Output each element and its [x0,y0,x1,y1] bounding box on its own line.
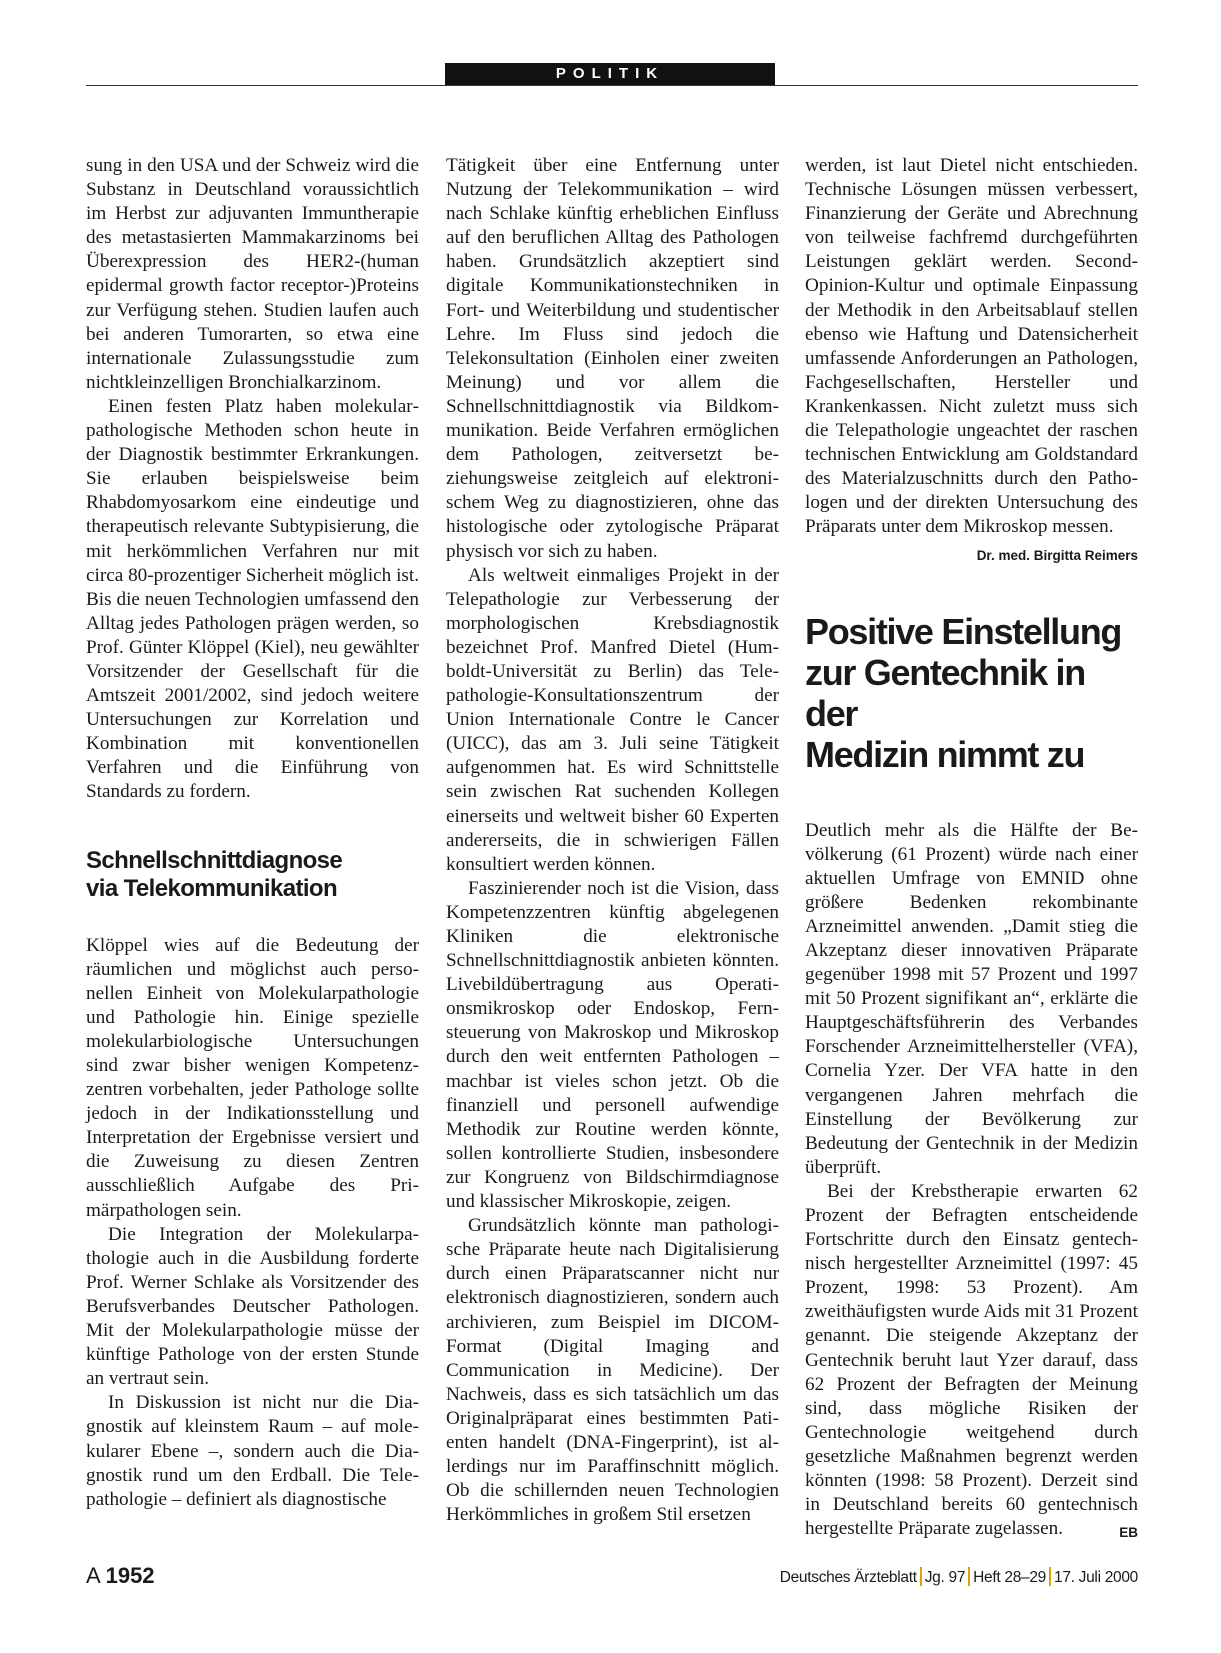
paragraph: sung in den USA und der Schweiz wird die Substanz in Deutschland voraussichtlich im Herbst zur adjuvanten Immuntherapie des metastasierten Mammakarzinoms bei Überexpression des HER2-(human epidermal growth factor receptor-)Proteins zur Verfügung stehen. Studien laufen auch bei anderen Tumorarten, so etwa eine internationale Zulassungsstudie zum nichtkleinzelligen Bronchialkarzinom. [86,155,419,393]
paragraph-text: Bei der Krebstherapie erwarten 62 Prozent der Befragten entscheidende Fortschritte durch den Einsatz gentechnisch hergestellter Arzneimittel (1997: 45 Prozent, 1998: 53 Prozent). Am zweithäufigsten wurde Aids mit 31 Prozent genannt. Die steigende Akzeptanz der Gentechnik beruht laut Yzer darauf, dass 62 Prozent der Befragten der Meinung sind, dass mögliche Risiken der Gentechnologie weitgehend durch gesetzliche Maßnahmen begrenzt werden könnten (1998: 58 Prozent). Derzeit sind in Deutschland bereits 60 gentechnisch hergestellte Präparate zugelassen. [805,1180,1138,1540]
headline-line: Medizin nimmt zu [805,733,1085,775]
column-2 [446,154,779,1527]
paragraph: Tätigkeit über eine Entfernung unter Nutzung der Telekommunikation – wird nach Schlake künftig erheblichen Einfluss auf den beruflichen Alltag des Pathologen haben. Grundsätzlich akzeptiert sind digitale Kommunikationstechniken in Fort- und Weiterbildung und studentischer Lehre. Im Fluss sind jedoch die Telekonsultation (Einholen einer zweiten Meinung) und vor allem die Schnellschnittdiagnostik via Bildkommunikation. Beide Verfahren ermöglichen dem Pathologen, zeitversetzt beziehungsweise zeitgleich auf elektronischem Weg zu diagnostizieren, ohne das histologische oder zytologische Präparat physisch vor sich zu haben. [446,155,779,562]
separator-bar [920,1567,922,1586]
paragraph [805,154,1138,563]
headline-line: Positive Einstellung [805,610,1122,652]
subheading-line: Schnellschnittdiagnose [86,846,343,874]
paragraph [805,1180,1138,1541]
paragraph: Einen festen Platz haben molekularpathologische Methoden schon heute in der Diagnostik bestimmter Erkrankungen. Sie erlauben beispielsweise beim Rhabdomyosarkom eine eindeutige und therapeutisch relevante Subtypisierung, die mit herkömmlichen Verfahren nur mit circa 80-prozentiger Sicherheit möglich ist. Bis die neuen Technologien umfassend den Alltag jedes Pathologen prägen werden, so Prof. Günter Klöppel (Kiel), neu gewählter Vorsitzender der Gesellschaft für die Amtszeit 2001/2002, sind jedoch weitere Untersuchungen zur Korrelation und Kombination mit konventionellen Verfahren und die Einführung von Standards zu fordern. [86,395,419,803]
page-number-value: 1952 [105,1563,155,1588]
separator-bar [1049,1567,1051,1586]
author-byline: Dr. med. Birgitta Reimers [976,547,1138,563]
paragraph: In Diskussion ist nicht nur die Diagnostik auf kleinstem Raum – auf molekularer Ebene –, sondern auch die Diagnostik rund um den Erdball. Die Telepathologie – definiert als diagnostische [86,1392,419,1510]
author-initials: EB [1119,1525,1138,1541]
paragraph: Klöppel wies auf die Bedeutung der räumlichen und möglichst auch personellen Einheit von Molekularpathologie und Pathologie hin. Einige spezielle molekularbiologische Untersuchungen sind zwar bisher wenigen Kompetenzzentren vorbehalten, jeder Pathologe sollte jedoch in der Indikationsstellung und Interpretation der Ergebnisse versiert und die Zuweisung zu diesen Zentren ausschließlich Aufgabe des Primärpathologen sein. [86,934,419,1221]
subheading-line: via Telekommunikation [86,874,338,902]
page-number [86,1563,155,1589]
header-rule [86,85,1138,86]
separator-bar [968,1567,970,1586]
paragraph: Die Integration der Molekularpathologie auch in die Ausbildung forderte Prof. Werner Schlake als Vorsitzender des Berufsverbandes Deutscher Pathologen. Mit der Molekularpathologie müsse der künftige Pathologe von der ersten Stunde an vertraut sein. [86,1223,419,1390]
paragraph: Grundsätzlich könnte man pathologische Präparate heute nach Digitalisierung durch einen Präparatscanner nicht nur elektronisch diagnostizieren, sondern auch archivieren, zum Beispiel im DICOM-Format (Digital Imaging and Communication in Medicine). Der Nachweis, dass es sich tatsächlich um das Originalpräparat eines bestimmten Patienten handelt (DNA-Fingerprint), ist allerdings nur im Paraffinschnitt möglich. Ob die schillernden neuen Technologien Herkömmliches in großem Stil ersetzen [446,1215,779,1526]
column-3 [805,154,1138,1545]
headline [805,611,1138,775]
journal-info [780,1567,1138,1587]
journal-issue: Heft 28–29 [973,1569,1046,1586]
paragraph-text: werden, ist laut Dietel nicht entschieden. Technische Lösungen müssen verbessert, Finanzierung der Geräte und Abrechnung von teilweise fachfremd durchgeführten Leistungen geklärt werden. Second-Opinion-Kultur und optimale Einpassung der Methodik in den Arbeitsablauf stellen ebenso wie Haftung und Datensicherheit umfassende Anforderungen an Pathologen, Fachgesellschaften, Hersteller und Krankenkassen. Nicht zuletzt muss sich die Telepathologie ungeachtet der raschen technischen Entwicklung am Goldstandard des Materialzuschnitts durch den Pathologen und der direkten Untersuchung des Präparats unter dem Mikroskop messen. [805,155,1138,538]
column-1 [86,154,419,1512]
headline-line: zur Gentechnik in der [805,651,1085,734]
journal-date: 17. Juli 2000 [1054,1569,1138,1586]
paragraph: Als weltweit einmaliges Projekt in der Telepathologie zur Verbesserung der morphologischen Krebsdiagnostik bezeichnet Prof. Manfred Dietel (Humboldt-Universität zu Berlin) das Telepathologie-Konsultationszentrum der Union Internationale Contre le Cancer (UICC), das am 3. Juli seine Tätigkeit aufgenommen hat. Es wird Schnittstelle sein zwischen Rat suchenden Kollegen einerseits und weltweit bisher 60 Experten andererseits, die in schwierigen Fällen konsultiert werden können. [446,564,779,875]
journal-name: Deutsches Ärzteblatt [779,1569,917,1586]
page-prefix: A [86,1563,100,1588]
journal-volume: Jg. 97 [924,1569,966,1586]
paragraph: Faszinierender noch ist die Vision, dass Kompetenzzentren künftig abgelegenen Kliniken die elektronische Schnellschnittdiagnostik anbieten könnten. Livebildübertragung aus Operationsmikroskop oder Endoskop, Fernsteuerung von Makroskop und Mikroskop durch den weit entfernten Pathologen – machbar ist vieles schon jetzt. Ob die finanziell und personell aufwendige Methodik zur Routine werden könnte, sollen kontrollierte Studien, insbesondere zur Kongruenz von Bildschirmdiagnose und klassischer Mikroskopie, zeigen. [446,877,779,1213]
section-label: POLITIK [445,63,775,85]
subheading [86,847,419,903]
paragraph: Deutlich mehr als die Hälfte der Bevölkerung (61 Prozent) würde nach einer aktuellen Umfrage von EMNID ohne größere Bedenken rekombinante Arzneimittel anwenden. „Damit stieg die Akzeptanz dieser innovativen Präparate gegenüber 1998 mit 57 Prozent und 1997 mit 50 Prozent signifikant an“, erklärte die Hauptgeschäftsführerin des Verbandes Forschender Arzneimittelhersteller (VFA), Cornelia Yzer. Der VFA hatte in den vergangenen Jahren mehrfach die Einstellung der Bevölkerung zur Bedeutung der Gentechnik in der Medizin überprüft. [805,819,1138,1178]
